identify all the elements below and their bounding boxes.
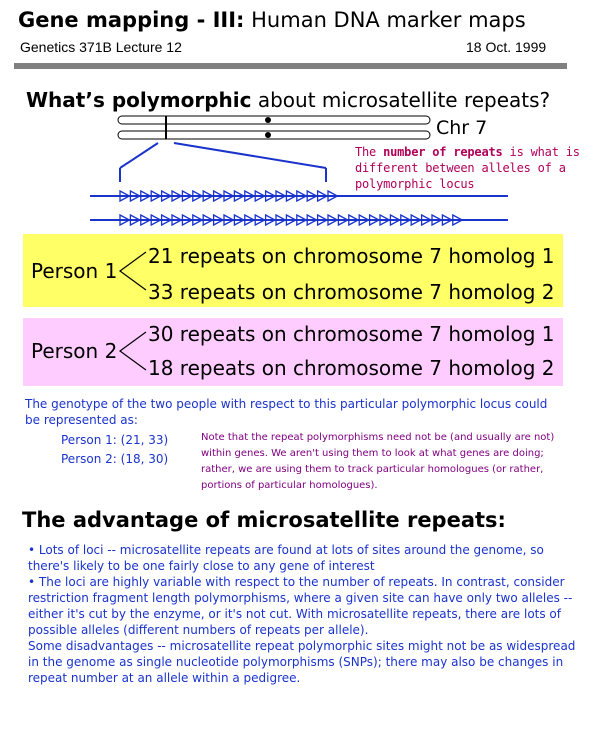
advantage-bullet-2: • The loci are highly variable with respect to the number of repeats. In contrast, consider restriction fragment length polymorphisms, where a given site can have only two alleles -- either it's cut by the enzyme, or it's not cut. With microsatellite repeats, there are lots of possible alleles (different numbers of repeats per allele). [28,575,573,637]
advantage-bullet-1: • Lots of loci -- microsatellite repeats are found at lots of sites around the genome, so there's likely to be one fairly close to any gene of interest [28,543,544,573]
title-rest: Human DNA marker maps [244,8,526,32]
repeat-note-rest: is what is different between alleles of a polymorphic locus [355,145,580,191]
person1-brace [118,250,148,295]
chromatid-upper [118,116,430,124]
repeat-note-bold: number of repeats [383,145,503,159]
person2-homolog2: 18 repeats on chromosome 7 homolog 2 [148,356,555,380]
repeat-polymorphism-note: Note that the repeat polymorphisms need not be (and usually are not) within genes. We aren't using them to look at what genes are doing; rather, we are using them to track particular homologues (or rather, portions of particular homologues). [201,432,555,491]
repeat-note-prefix: The [355,145,384,159]
person2-label: Person 2 [31,339,118,363]
repeat-note [355,144,580,192]
chromatid-lower [118,131,430,139]
person1-homolog1: 21 repeats on chromosome 7 homolog 1 [148,244,555,268]
advantages-text [28,542,588,686]
genotype-intro: The genotype of the two people with respect to this particular polymorphic locus could be represented as: [25,397,548,427]
chr-label: Chr 7 [436,117,488,139]
genotype-person2: Person 2: (18, 30) [61,452,169,466]
disadvantages-paragraph: Some disadvantages -- microsatellite repeat polymorphic sites might not be as widespread in the genome as single nucleotide polymorphisms (SNPs); there may also be changes in repeat number at an allele within a pedigree. [28,639,576,685]
chromosome-diagram [0,0,594,240]
centromere-upper [265,117,271,123]
section1-heading-rest: about microsatellite repeats? [251,88,551,112]
person2-homolog1: 30 repeats on chromosome 7 homolog 1 [148,322,555,346]
person2-brace [118,330,148,375]
repeat-strands [90,191,508,225]
course-label: Genetics 371B Lecture 12 [20,39,182,55]
person1-label: Person 1 [31,259,118,283]
chromosome-pair [118,116,430,139]
zoom-bracket [120,143,326,182]
person1-homolog2: 33 repeats on chromosome 7 homolog 2 [148,280,555,304]
date-label: 18 Oct. 1999 [466,39,547,55]
title-bold: Gene mapping - III: [18,8,245,32]
section2-heading: The advantage of microsatellite repeats: [22,508,506,532]
genotype-person1: Person 1: (21, 33) [61,433,169,447]
section1-heading-bold: What’s polymorphic [26,88,252,112]
centromere-lower [265,132,271,138]
